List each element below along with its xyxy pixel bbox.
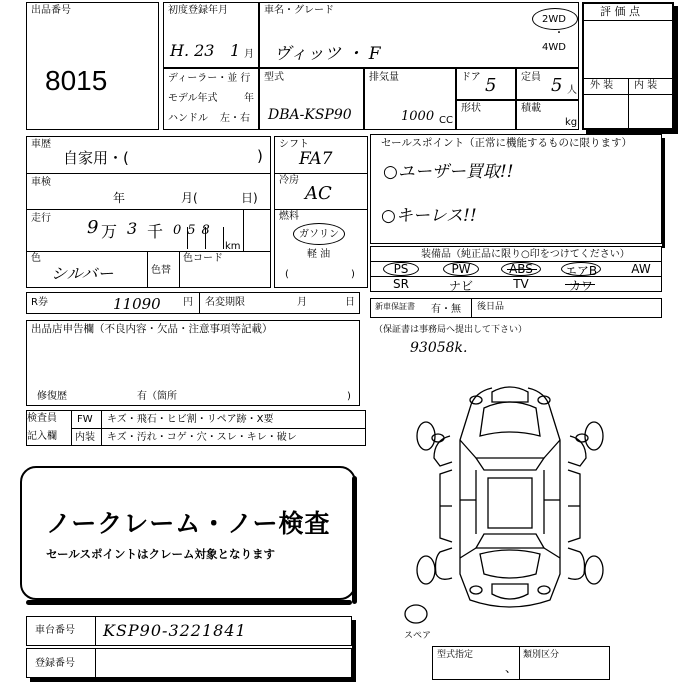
drive-separator: ・ — [554, 28, 564, 39]
lot-number: 8015 — [45, 65, 108, 96]
color-label: 色 — [31, 253, 41, 264]
evaluation-box — [582, 2, 674, 130]
rear-window — [476, 534, 544, 548]
mileage-label: 走行 — [31, 213, 51, 224]
type-spec-label: 型式指定 — [437, 650, 474, 660]
notice-headline: ノークレーム・ノー検査 — [46, 509, 331, 538]
model-year-label: モデル年式 — [168, 93, 218, 104]
doors-box — [456, 68, 516, 100]
equip-navi: ナビ — [448, 279, 473, 293]
type-spec-value: 、 — [505, 661, 518, 675]
fw-label: FW — [77, 414, 93, 425]
evaluation-label: 評 価 点 — [600, 5, 640, 18]
capacity-box — [516, 68, 579, 100]
equip-sr: SR — [393, 277, 409, 291]
dealer-label: ディーラー・並 行 — [168, 73, 251, 84]
name-change-month-unit: 月 — [297, 297, 307, 308]
mileage-rest: 058 — [173, 223, 216, 238]
chassis-value: KSP90-3221841 — [103, 621, 247, 640]
aircon-label: 冷房 — [279, 175, 299, 186]
repair-history-close: ) — [347, 391, 351, 402]
fuel-gasoline: ガソリン — [299, 229, 339, 240]
shape-label: 形状 — [461, 103, 481, 114]
first-registration-era: H. 23 — [170, 41, 215, 60]
equip-ps-circle — [383, 262, 419, 276]
displacement-value: 1000 — [401, 109, 435, 124]
after-delivery-label: 後日品 — [477, 302, 505, 312]
doors-label: ドア — [461, 72, 481, 83]
load-box — [516, 100, 579, 130]
type-spec-box — [432, 646, 610, 680]
sales-point-2: ○キーレス!! — [381, 206, 477, 226]
notice-subline: セールスポイントはクレーム対象となります — [46, 547, 275, 561]
inspection-month-unit: 月( — [181, 191, 198, 205]
spare-tire — [405, 605, 427, 623]
trunk — [480, 550, 540, 578]
warranty-box — [370, 298, 662, 318]
car-name-value: ヴィッツ ・ F — [274, 44, 381, 64]
aircon-value: AC — [305, 183, 332, 204]
equip-abs: ABS — [509, 262, 533, 276]
type-label: 型式 — [264, 72, 284, 83]
type-box — [259, 68, 364, 130]
chassis-label: 車台番号 — [35, 625, 75, 636]
equipment-box — [370, 246, 662, 292]
equip-airbag-circle — [561, 262, 601, 276]
lot-number-label: 出品番号 — [31, 5, 71, 16]
recycle-label: R券 — [31, 297, 48, 308]
equip-ps: PS — [393, 262, 409, 276]
handle-label: ハンドル — [168, 113, 208, 124]
mileage-km-unit: km — [225, 241, 241, 252]
new-car-warranty-value: 有・無 — [431, 304, 461, 315]
checker-label-2: 記入欄 — [27, 431, 57, 442]
car-name-box — [259, 2, 579, 68]
name-change-day-unit: 日 — [345, 297, 355, 308]
no-claim-notice — [20, 466, 356, 600]
rear-bumper — [492, 584, 528, 599]
exterior-label: 外 装 — [590, 80, 614, 91]
first-registration-label: 初度登録年月 — [168, 5, 228, 16]
displacement-label: 排気量 — [369, 72, 399, 83]
interior-label: 内 装 — [634, 80, 658, 91]
sales-points-box — [370, 134, 662, 244]
equip-pw-circle — [443, 262, 479, 276]
color-value: シルバー — [51, 264, 114, 283]
spare-label: スペア — [404, 631, 432, 641]
equip-pw: PW — [451, 262, 471, 276]
equipment-title: 装備品（純正品に限り○印をつけてください） — [421, 249, 630, 260]
recycle-box — [26, 292, 360, 314]
fuel-label: 燃料 — [279, 211, 299, 222]
capacity-value: 5 — [551, 75, 563, 96]
checker-label-1: 検査員 — [27, 413, 57, 424]
car-name-label: 車名・グレード — [264, 5, 334, 16]
shift-label: シフト — [279, 139, 309, 150]
inspection-year-unit: 年 — [113, 191, 126, 205]
mileage-man-unit: 万 — [101, 222, 118, 241]
repair-history-label: 修復歴 — [37, 391, 67, 402]
windshield — [476, 458, 544, 470]
displacement-unit: CC — [439, 115, 453, 126]
equip-airbag: エアB — [564, 264, 598, 278]
lot-number-box — [26, 2, 159, 130]
load-label: 積載 — [521, 103, 541, 114]
name-change-label: 名変期限 — [205, 297, 245, 308]
fuel-light-oil: 軽 油 — [307, 249, 331, 260]
new-car-warranty-label: 新車保証書 — [375, 302, 415, 311]
checker-box — [26, 410, 366, 446]
capacity-label: 定員 — [521, 72, 541, 83]
roof — [488, 478, 532, 528]
drive-2wd: 2WD — [542, 14, 566, 25]
capacity-unit: 人 — [567, 85, 577, 96]
history-close: ) — [257, 147, 263, 165]
car-diagram — [400, 378, 620, 628]
recycle-value: 11090 — [113, 295, 161, 313]
tire-rear-left — [417, 556, 435, 584]
history-value: 自家用・( — [63, 149, 129, 167]
declaration-box — [26, 320, 360, 406]
type-value: DBA-KSP90 — [268, 107, 352, 123]
color-code-label: 色コード — [183, 253, 223, 264]
inspection-label: 車検 — [31, 177, 51, 188]
fuel-paren-close: ) — [351, 269, 355, 280]
registration-label: 登録番号 — [35, 658, 75, 669]
first-registration-box — [163, 2, 259, 68]
front-bumper — [492, 387, 528, 402]
drive-4wd: 4WD — [542, 42, 566, 53]
handle-options: 左・右 — [220, 113, 250, 124]
first-registration-month-unit: 月 — [244, 49, 254, 60]
history-label: 車歴 — [31, 139, 51, 150]
inspection-day-unit: 日) — [241, 191, 258, 205]
recycle-yen-unit: 円 — [183, 297, 193, 308]
shift-aircon-fuel-box — [274, 136, 368, 288]
mileage-sen: 3 — [127, 219, 138, 238]
declaration-title: 出品店申告欄（不良内容・欠品・注意事項等記載） — [31, 323, 273, 335]
fw-items: キズ・飛石・ヒビ割・リペア跡・X要 — [107, 414, 274, 425]
load-unit: kg — [565, 117, 578, 128]
interior-check-label: 内装 — [75, 432, 95, 443]
mileage-man: 9 — [87, 217, 99, 238]
displacement-box — [364, 68, 456, 130]
first-registration-month: 1 — [230, 41, 241, 60]
chassis-box — [26, 616, 352, 646]
interior-check-items: キズ・汚れ・コゲ・穴・スレ・キレ・破レ — [107, 432, 297, 443]
registration-box — [26, 648, 352, 678]
model-year-unit: 年 — [244, 93, 254, 104]
dealer-box — [163, 68, 259, 130]
mileage-sen-unit: 千 — [147, 222, 164, 241]
sales-point-1: ○ユーザー買取!! — [383, 162, 514, 182]
shape-box — [456, 100, 516, 130]
warranty-note: （保証書は事務局へ提出して下さい） — [374, 325, 528, 335]
tire-rear-right — [585, 556, 603, 584]
sales-points-title: セールスポイント（正常に機能するものに限ります） — [381, 137, 633, 149]
doors-value: 5 — [485, 75, 497, 96]
fuel-paren-open: ( — [285, 269, 289, 280]
repair-history-value: 有（箇所 — [137, 391, 177, 402]
equip-leather: カワ — [568, 279, 593, 293]
class-label: 類別区分 — [523, 650, 560, 660]
color-change-label: 色替 — [151, 265, 171, 276]
shift-value: FA7 — [299, 149, 333, 169]
equip-tv: TV — [513, 277, 529, 291]
equip-aw: AW — [631, 262, 651, 276]
warranty-handwritten: 93058k. — [410, 340, 468, 356]
hood — [480, 402, 540, 436]
vehicle-detail-box — [26, 136, 271, 288]
